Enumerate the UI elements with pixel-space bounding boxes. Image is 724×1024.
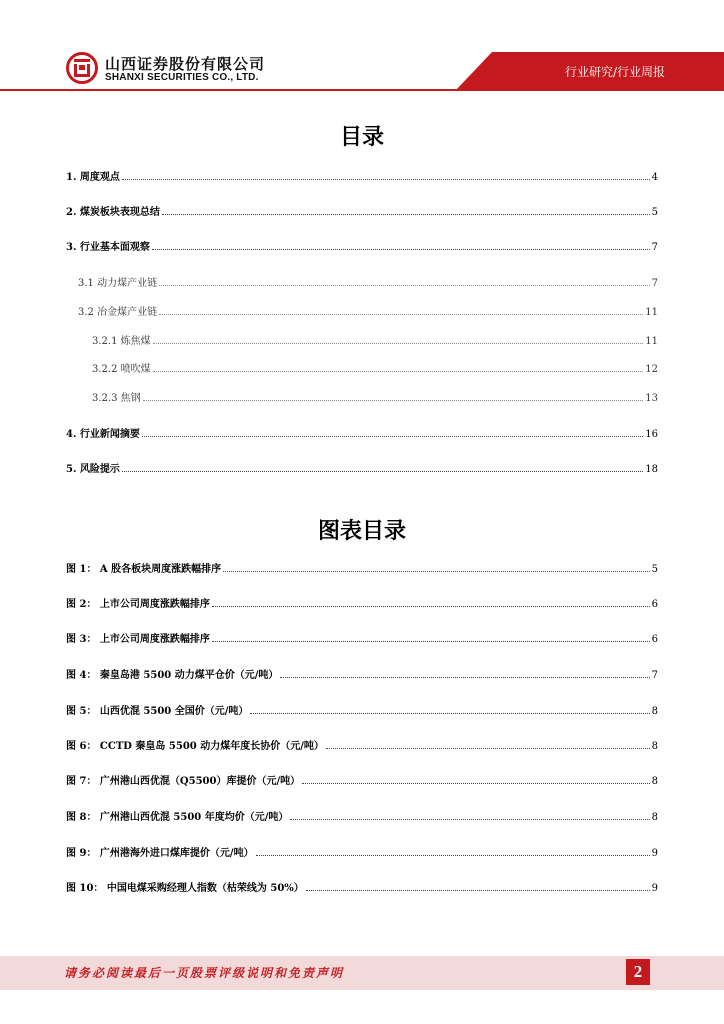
figure-item-label: 图 10： 中国电煤采购经理人指数（枯荣线为 50%）	[66, 883, 304, 894]
toc-item-page: 16	[645, 429, 658, 440]
toc-item-page: 7	[651, 242, 658, 253]
figure-item-page: 8	[651, 741, 658, 752]
page-number: 2	[626, 959, 650, 985]
company-name-en: SHANXI SECURITIES CO., LTD.	[105, 72, 259, 83]
company-logo-icon	[66, 52, 98, 84]
figure-item-label: 图 8： 广州港山西优混 5500 年度均价（元/吨）	[66, 812, 289, 823]
figure-item-label: 图 7： 广州港山西优混（Q5500）库提价（元/吨）	[66, 776, 301, 787]
toc-item-label: 4. 行业新闻摘要	[66, 429, 140, 440]
disclaimer-notice: 请务必阅读最后一页股票评级说明和免责声明	[64, 966, 345, 980]
leader-dots	[212, 641, 650, 642]
toc-item-label: 3.2.1 炼焦煤	[92, 336, 151, 347]
toc-item-label: 3.2.3 焦钢	[92, 393, 141, 404]
company-name-cn: 山西证券股份有限公司	[105, 55, 266, 73]
leader-dots	[122, 179, 650, 180]
figure-item-label: 图 4： 秦皇岛港 5500 动力煤平仓价（元/吨）	[66, 670, 279, 681]
figure-item[interactable]	[66, 737, 658, 753]
leader-dots	[142, 436, 643, 437]
leader-dots	[326, 748, 650, 749]
leader-dots	[162, 214, 650, 215]
figure-item[interactable]	[66, 560, 658, 576]
figure-item[interactable]	[66, 630, 658, 646]
leader-dots	[153, 343, 644, 344]
toc-item[interactable]	[66, 425, 658, 441]
toc-title: 目录	[339, 125, 384, 150]
toc-subitem[interactable]	[78, 303, 658, 319]
figure-item-page: 5	[651, 564, 658, 575]
figure-item[interactable]	[66, 702, 658, 718]
page-header	[0, 0, 724, 105]
leader-dots	[306, 890, 650, 891]
leader-dots	[280, 677, 649, 678]
figure-item-label: 图 3： 上市公司周度涨跌幅排序	[66, 634, 210, 645]
figure-item[interactable]	[66, 772, 658, 788]
toc-item-page: 12	[645, 364, 658, 375]
figure-item-label: 图 5： 山西优混 5500 全国价（元/吨）	[66, 706, 249, 717]
toc-item-label: 3.1 动力煤产业链	[78, 278, 158, 289]
figure-item[interactable]	[66, 595, 658, 611]
header-divider	[0, 89, 724, 91]
leader-dots	[122, 471, 643, 472]
figures-title: 图表目录	[317, 519, 406, 544]
leader-dots	[223, 571, 649, 572]
figure-item[interactable]	[66, 808, 658, 824]
figure-item-page: 6	[651, 634, 658, 645]
toc-item-label: 1. 周度观点	[66, 172, 120, 183]
leader-dots	[159, 314, 643, 315]
toc-subitem[interactable]	[92, 360, 658, 376]
toc-item-label: 5. 风险提示	[66, 464, 120, 475]
leader-dots	[256, 855, 650, 856]
leader-dots	[143, 400, 644, 401]
leader-dots	[153, 371, 644, 372]
figure-item[interactable]	[66, 879, 658, 895]
toc-item[interactable]	[66, 460, 658, 476]
leader-dots	[212, 606, 650, 607]
figure-item[interactable]	[66, 844, 658, 860]
toc-item-page: 5	[651, 207, 658, 218]
leader-dots	[159, 285, 650, 286]
leader-dots	[302, 783, 650, 784]
figure-item-page: 8	[651, 706, 658, 717]
leader-dots	[250, 713, 649, 714]
toc-item[interactable]	[66, 203, 658, 219]
toc-item-label: 2. 煤炭板块表现总结	[66, 207, 160, 218]
leader-dots	[290, 819, 649, 820]
toc-item-label: 3.2 冶金煤产业链	[78, 307, 158, 318]
toc-item[interactable]	[66, 168, 658, 184]
leader-dots	[152, 249, 650, 250]
toc-item-page: 13	[645, 393, 658, 404]
toc-item-page: 18	[645, 464, 658, 475]
figure-item-page: 8	[651, 812, 658, 823]
figure-item-label: 图 9： 广州港海外进口煤库提价（元/吨）	[66, 848, 254, 859]
figure-item-page: 9	[651, 848, 658, 859]
toc-item-label: 3. 行业基本面观察	[66, 242, 150, 253]
figure-item-label: 图 2： 上市公司周度涨跌幅排序	[66, 599, 210, 610]
toc-item-page: 11	[645, 307, 658, 318]
figure-item[interactable]	[66, 666, 658, 682]
figure-item-label: 图 6： CCTD 秦皇岛 5500 动力煤年度长协价（元/吨）	[66, 741, 324, 752]
toc-item-page: 7	[651, 278, 658, 289]
figure-item-page: 6	[651, 599, 658, 610]
toc-subitem[interactable]	[92, 389, 658, 405]
figure-item-label: 图 1： A 股各板块周度涨跌幅排序	[66, 564, 222, 575]
figure-item-page: 7	[651, 670, 658, 681]
toc-item-label: 3.2.2 喷吹煤	[92, 364, 151, 375]
toc-subitem[interactable]	[92, 332, 658, 348]
toc-item-page: 4	[651, 172, 658, 183]
toc-item-page: 11	[645, 336, 658, 347]
toc-item[interactable]	[66, 238, 658, 254]
toc-subitem[interactable]	[78, 274, 658, 290]
report-category: 行业研究/行业周报	[564, 65, 666, 79]
figure-item-page: 9	[651, 883, 658, 894]
figure-item-page: 8	[651, 776, 658, 787]
